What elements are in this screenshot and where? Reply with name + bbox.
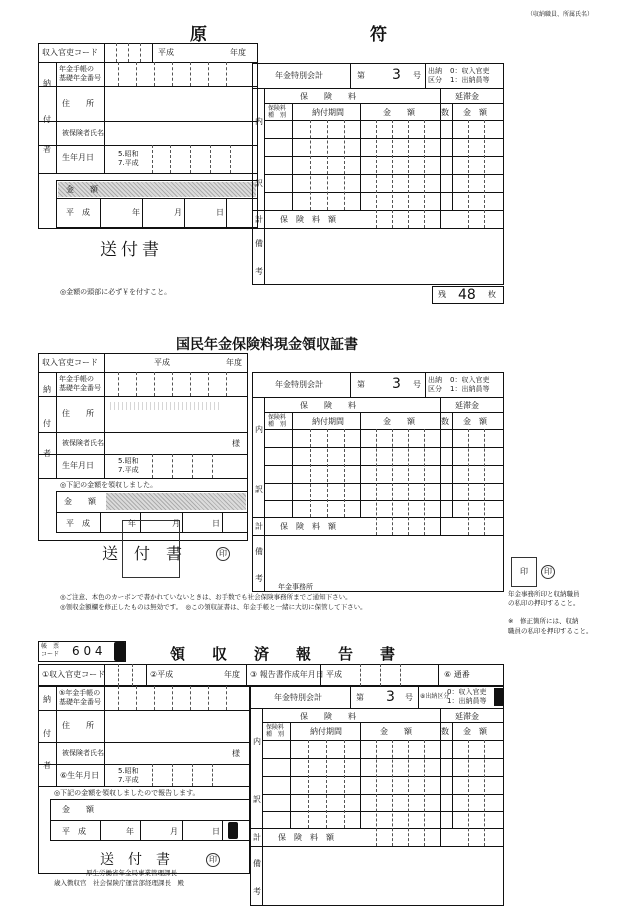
ryoshu-hihoken: 被保険者氏名 [62,439,104,447]
ryoshu-hoken-ryo: 保 険 料 [300,401,356,410]
side-in-stamp: 印 [541,565,555,579]
genpu-kiso-b: 基礎年金番号 [59,74,101,82]
hokoku-sama: 様 [232,749,240,758]
genpu-go: 号 [413,71,421,80]
hokoku-num3: 3 [386,689,395,705]
genpu-kou: 考 [255,267,263,276]
genpu-seinen: 生年月日 [62,153,94,162]
hokoku-opt1: 1：出納員等 [447,697,487,705]
ryoshu-dou: 数 [441,417,449,426]
hokoku-code-label-a: 帳 票 [41,643,60,650]
hokoku-sofusho: 送 付 書 [100,852,170,868]
ryoshu-no: 納 [43,385,51,394]
hokoku-heisei-label: ②平成 [150,670,174,679]
section2-title: 国民年金保険料現金領収証書 [176,337,358,353]
ryoshu-kingaku-entai: 金 額 [463,417,487,426]
hokoku-kiso-a: ⑤年金手帳の [59,689,101,697]
hokoku-in-stamp: 印 [206,853,220,867]
ryoshu-shubetsu-b: 種 別 [268,421,287,428]
hokoku-wake: 訳 [253,795,261,804]
hokoku-go: 号 [405,693,413,702]
ryoshu-ryoshu-note: ◎下記の金額を領収しました。 [60,481,158,489]
ryoshu-kingaku-box: 金 額 [64,497,96,506]
ryoshu-shunou-b: 区分 [428,385,442,393]
hokoku-kourou-b: 歳入徴収官 社会保険庁運営部経理課長 殿 [54,879,184,887]
hokoku-nofu-kikan: 納付期間 [310,727,342,736]
ryoshu-heisei2: 平 成 [66,519,90,528]
genpu-showa: 5.昭和 [118,150,139,158]
hokoku-kiso-b: 基礎年金番号 [59,698,101,706]
ryoshu-tsuki: 月 [172,519,180,528]
ryoshu-jusho: 住 所 [62,409,94,418]
genpu-dai: 第 [357,71,365,80]
genpu-kingaku-entai: 金 額 [463,108,487,117]
genpu-nokori-num: 48 [458,287,476,303]
ryoshu-nofu-kikan: 納付期間 [312,417,344,426]
hokoku-toban: ⑥ 通番 [444,670,470,679]
ryoshu-nen: 年 [128,519,136,528]
hokoku-kingaku: 金 額 [380,727,412,736]
hokoku-bi: 備 [253,859,261,868]
ryoshu-kiso-b: 基礎年金番号 [59,384,101,392]
side-note1: 年金事務所印と収納職員 [508,590,580,598]
ryoshu-dai: 第 [357,380,365,389]
genpu-mai: 枚 [488,290,496,299]
hokoku-dai: 第 [356,693,364,702]
side-in-label: 印 [520,567,528,576]
hokoku-nenkin-kaikei: 年金特別会計 [274,693,322,702]
genpu-sha: 者 [43,145,51,154]
genpu-shubetsu-b: 種 別 [268,112,287,119]
hokoku-hi: 日 [212,827,220,836]
ryoshu-shubetsu-a: 保険料 [268,414,287,421]
section1-title: 原 符 [190,25,390,45]
ryoshu-note2: ◎領収金額欄を修正したものは無効です。 ◎この領収証書は、年金手帳と一緒に大切に保管して下さい。 [60,603,367,611]
genpu-fu: 付 [43,115,51,124]
side-note4: 職員の私印を押印すること。 [508,627,593,635]
hokoku-nendo: 年度 [224,670,240,679]
hokoku-tsuki: 月 [170,827,178,836]
hokoku-hoken-ryo-gaku: 保 険 料 額 [278,833,334,842]
ryoshu-heisei7: 7.平成 [118,466,139,474]
ryoshu-shunou-a: 出納 [428,376,442,384]
genpu-entai: 延滞金 [455,92,479,101]
genpu-jusho: 住 所 [62,99,94,108]
hokoku-fu: 付 [43,729,51,738]
genpu-shubetsu-a: 保険料 [268,105,287,112]
hokoku-kou: 考 [253,887,261,896]
hokoku-code-value: 6 0 4 [72,644,103,658]
genpu-sofusho: 送付書 [100,240,163,260]
genpu-dou: 数 [441,108,449,117]
hokoku-no: 納 [43,695,51,704]
ryoshu-hi: 日 [212,519,220,528]
genpu-tsuki: 月 [174,208,182,217]
ryoshu-opt0: 0：収入官吏 [450,376,490,384]
genpu-shunou-b: 区分 [428,76,442,84]
genpu-nokori: 残 [438,290,446,299]
genpu-kiso-a: 年金手帳の [59,65,94,73]
hokoku-heisei2: 平 成 [62,827,86,836]
ryoshu-showa: 5.昭和 [118,457,139,465]
ryoshu-bi: 備 [255,547,263,556]
hokoku-sha: 者 [43,761,51,770]
genpu-kingaku-box: 金 額 [66,185,98,194]
ryoshu-kingaku: 金 額 [383,417,415,426]
ryoshu-sofusho: 送 付 書 [102,544,183,563]
header-note: （収納職員、所属氏名） [527,11,594,18]
hokoku-hihoken: 被保険者氏名 [62,749,104,757]
ryoshu-kei: 計 [255,522,263,531]
genpu-hihoken: 被保険者氏名 [62,129,104,137]
ryoshu-nenkin-jimusho: 年金事務所 [278,583,313,591]
hokoku-code-mark [114,642,126,661]
hokoku-seinen: ⑥生年月日 [60,771,100,780]
ryoshu-note1: ◎ご注意、本色のカーボンで書かれていないときは、お手数でも社会保険事務所までご通知下さい。 [60,593,352,601]
ryoshu-num3: 3 [392,376,401,392]
genpu-num3: 3 [392,67,401,83]
hokoku-dou: 数 [441,727,449,736]
hokoku-uchi: 内 [253,737,261,746]
hokoku-jusho: 住 所 [62,721,94,730]
ryoshu-shunyu-label: 収入官吏コード [42,358,98,367]
hokoku-kei: 計 [253,833,261,842]
genpu-footer: ◎金額の頭部に必ず￥を付すこと。 [60,288,172,296]
hokoku-shubetsu-a: 保険料 [266,724,285,731]
ryoshu-opt1: 1：出納員等 [450,385,490,393]
ryoshu-in-stamp: 印 [216,547,230,561]
genpu-nofu-kikan: 納付期間 [312,108,344,117]
genpu-shunou-a: 出納 [428,67,442,75]
hokoku-note: ◎下記の金額を領収しましたので報告します。 [54,789,200,797]
hokoku-kourou-a: 厚生労働省年金局事業管理課長 [86,869,177,877]
genpu-nendo: 年度 [230,48,246,57]
ryoshu-nenkin-kaikei: 年金特別会計 [275,380,323,389]
hokoku-opt-mark [494,688,504,706]
genpu-uchi: 内 [255,117,263,126]
hokoku-hoken-ryo: 保 険 料 [300,712,356,721]
hokoku-showa: 5.昭和 [118,767,139,775]
genpu-heisei2: 平 成 [66,208,90,217]
ryoshu-seinen: 生年月日 [62,461,94,470]
genpu-opt0: 0：収入官吏 [450,67,490,75]
genpu-hoken-ryo-gaku: 保 険 料 額 [280,215,336,224]
hokoku-sakusei: ③ 報告書作成年月日 [250,670,324,679]
ryoshu-nendo: 年度 [226,358,242,367]
hokoku-kingaku-box: 金 額 [62,805,94,814]
ryoshu-entai: 延滞金 [455,401,479,410]
ryoshu-heisei: 平成 [154,358,170,367]
ryoshu-kou: 考 [255,574,263,583]
genpu-kei: 計 [255,215,263,224]
ryoshu-go: 号 [413,380,421,389]
ryoshu-kiso-a: 年金手帳の [59,375,94,383]
hokoku-code-label-b: コード [41,651,60,658]
genpu-bi: 備 [255,239,263,248]
genpu-heisei7: 7.平成 [118,159,139,167]
genpu-nen: 年 [132,208,140,217]
hokoku-entai: 延滞金 [455,712,479,721]
genpu-opt1: 1：出納員等 [450,76,490,84]
ryoshu-fu: 付 [43,419,51,428]
genpu-shunyu-label: 収入官吏コード [42,48,98,57]
hokoku-nen: 年 [126,827,134,836]
hokoku-left-frame [38,686,250,874]
hokoku-heisei7: 7.平成 [118,776,139,784]
genpu-hi: 日 [216,208,224,217]
ryoshu-wake: 訳 [255,485,263,494]
side-note2: の私印の押印すること。 [508,599,580,607]
section3-title: 領 収 済 報 告 書 [170,645,402,663]
ryoshu-hoken-ryo-gaku: 保 険 料 額 [280,522,336,531]
hokoku-heisei: 平成 [326,670,342,679]
ryoshu-sha: 者 [43,449,51,458]
hokoku-amount-mark [228,822,238,839]
genpu-heisei: 平成 [158,48,174,57]
hokoku-shunou: ⑧出納区分 [420,693,450,700]
hokoku-opt0: 0：収入官吏 [447,688,487,696]
genpu-hoken-ryo: 保 険 料 [300,92,356,101]
genpu-nenkin-kaikei: 年金特別会計 [275,71,323,80]
hokoku-kingaku-entai: 金 額 [463,727,487,736]
ryoshu-uchi: 内 [255,425,263,434]
genpu-kingaku: 金 額 [383,108,415,117]
genpu-wake: 訳 [255,179,263,188]
hokoku-shunyu-label: ①収入官吏コード [42,670,106,679]
ryoshu-sama: 様 [232,439,240,448]
hokoku-shubetsu-b: 種 別 [266,731,285,738]
side-note3: ※ 修正箇所には、収納 [508,617,579,625]
genpu-no: 納 [43,79,51,88]
